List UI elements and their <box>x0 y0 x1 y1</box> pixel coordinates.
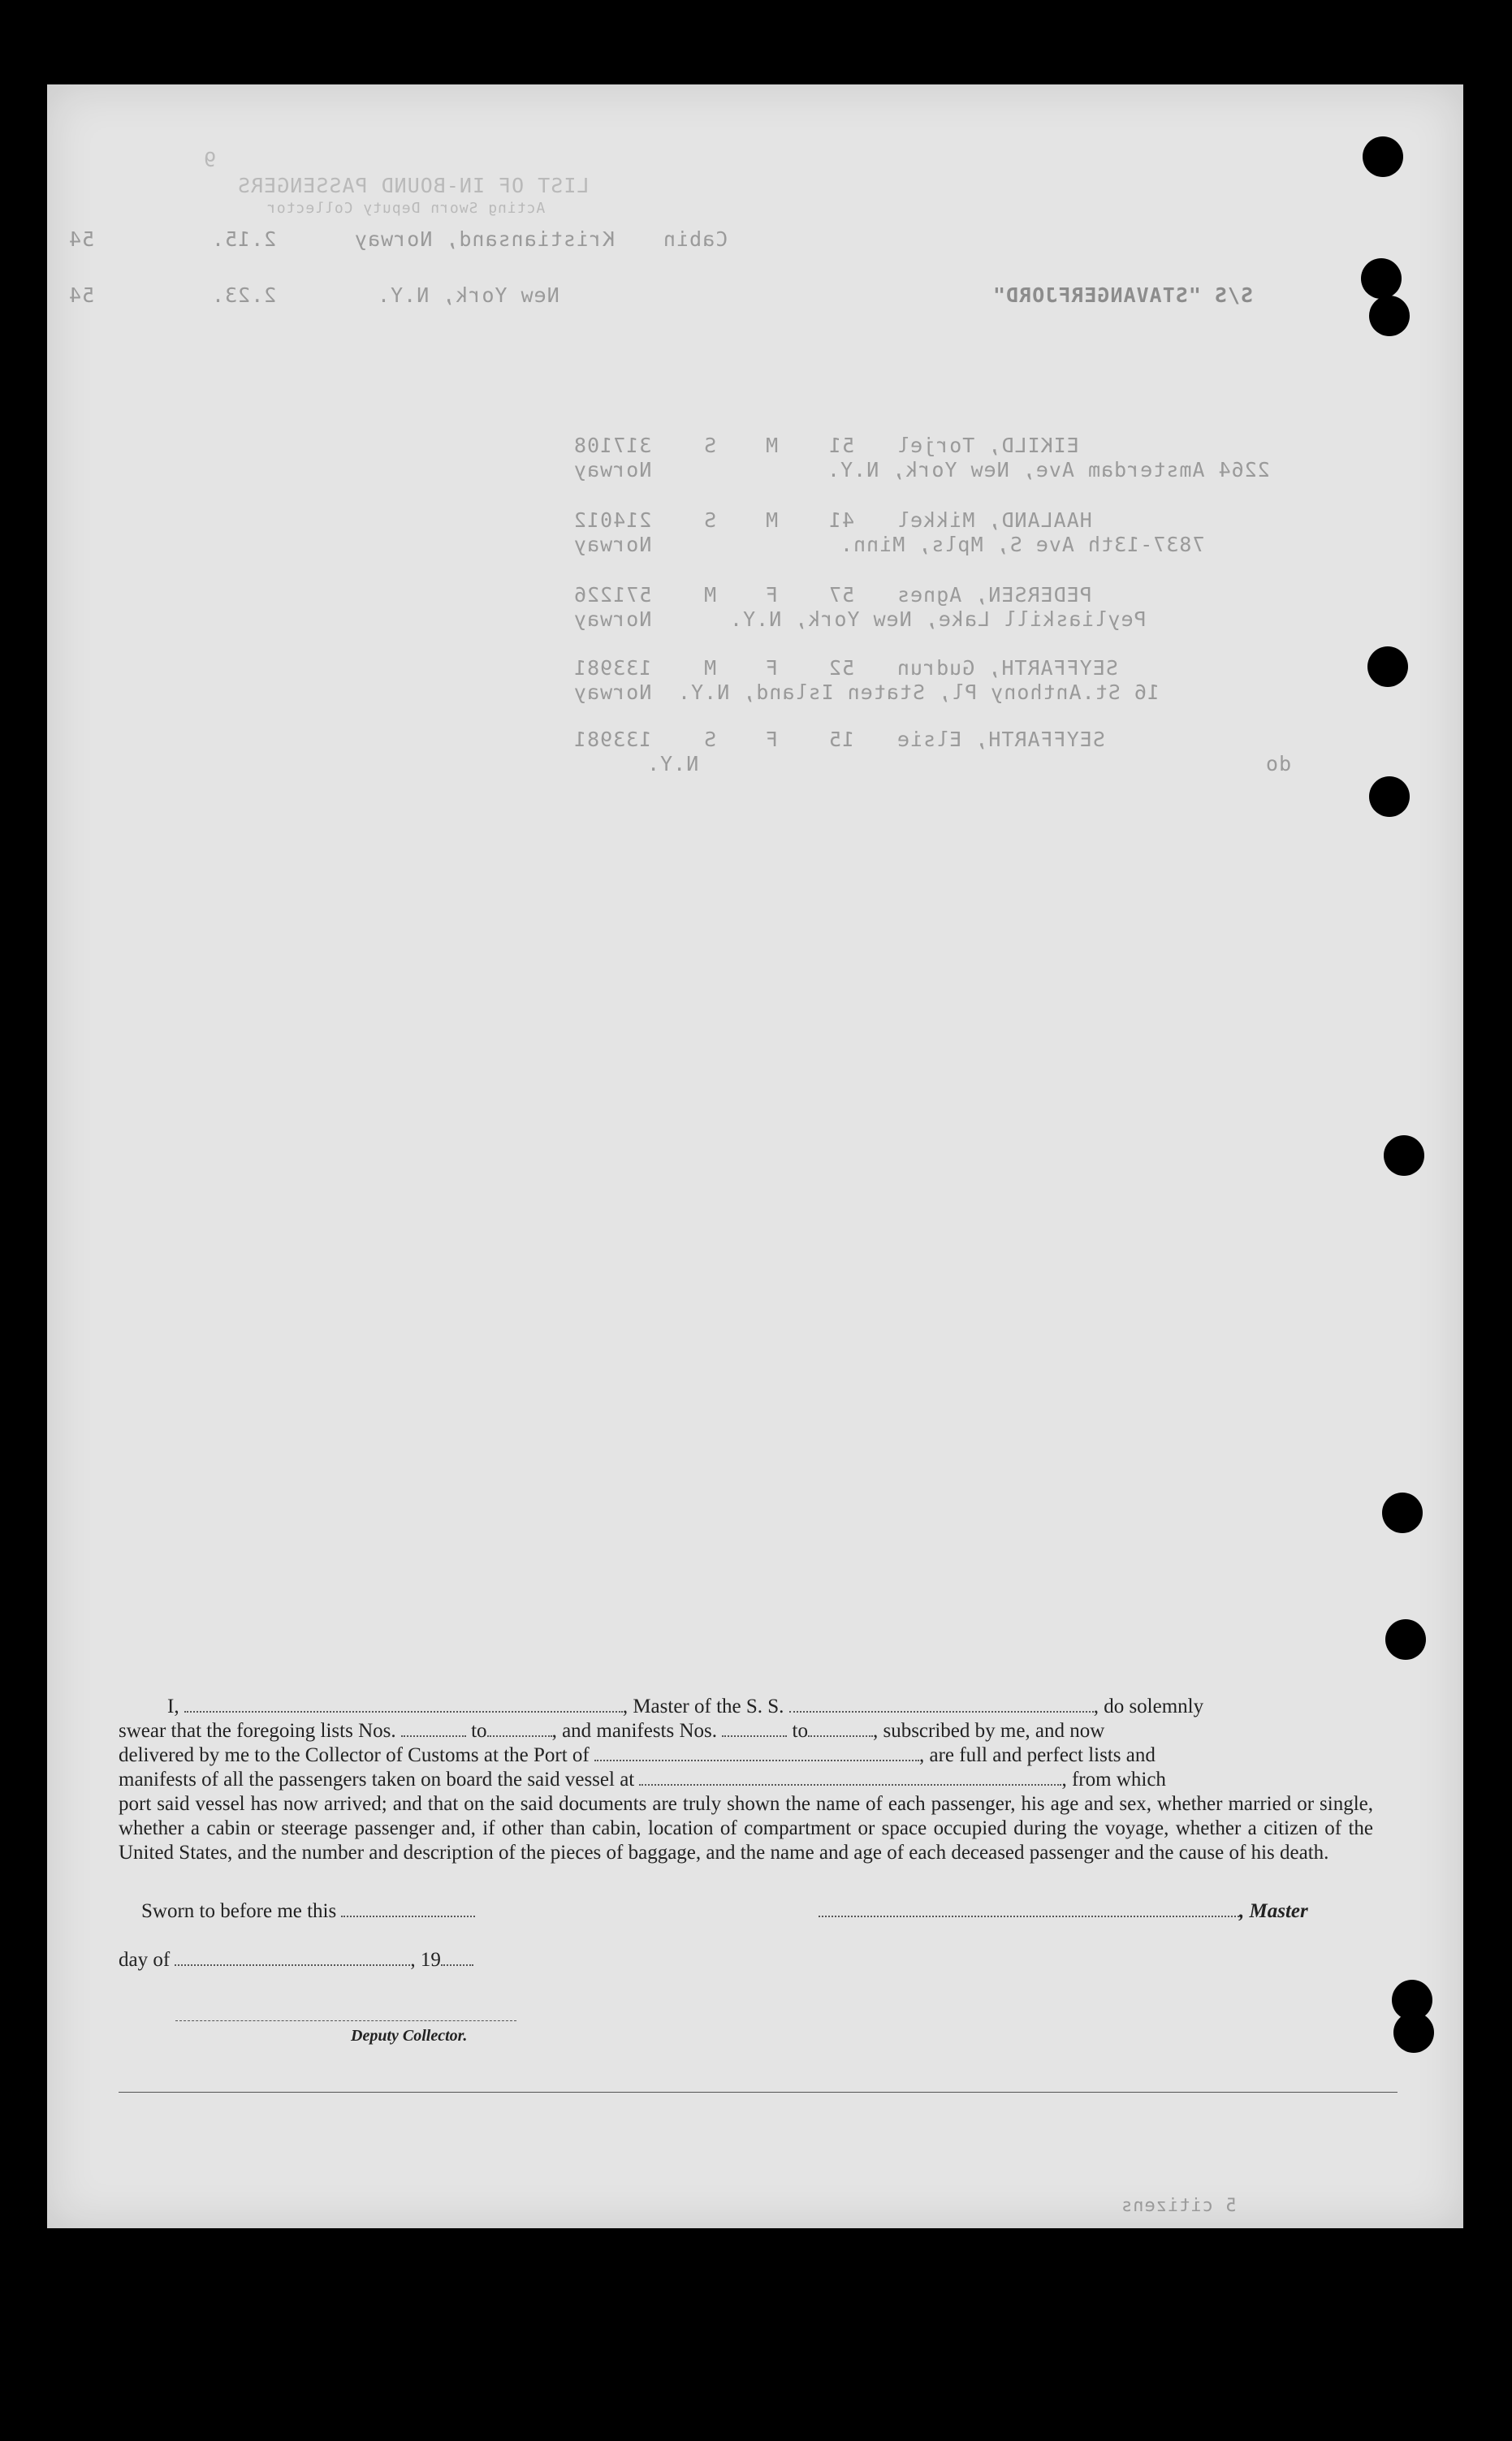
bottom-rule <box>119 2092 1398 2093</box>
year-label: , 19 <box>410 1949 441 1971</box>
master-label: , Master <box>1239 1900 1308 1922</box>
punch-hole <box>1367 646 1408 687</box>
oath-do-solemnly: , do solemnly <box>1093 1696 1204 1717</box>
departure-place: Kristiansand, Norway <box>354 227 616 251</box>
passenger-marital: M <box>703 656 717 680</box>
punch-hole <box>1361 258 1402 299</box>
passenger-age: 52 <box>828 656 855 680</box>
passenger-sex: M <box>765 508 779 532</box>
punch-hole <box>1363 136 1403 177</box>
page-number: 9 <box>203 148 217 171</box>
passenger-sex: M <box>765 434 779 457</box>
oath-delivered: delivered by me to the Collector of Customs at the Port of <box>119 1744 590 1766</box>
passenger-age: 41 <box>828 508 855 532</box>
day-line <box>119 1949 473 1972</box>
arrival-place: New York, N.Y. <box>377 283 559 307</box>
passenger-address: Peyliaskill Lake, New York, N.Y. <box>729 607 1147 631</box>
passenger-sex: F <box>765 728 779 751</box>
class-label: Cabin <box>663 227 728 251</box>
sworn-label: Sworn to before me this <box>141 1900 337 1922</box>
passenger-age: 51 <box>828 434 855 457</box>
oath-subscribed: , subscribed by me, and now <box>872 1720 1105 1742</box>
oath-swear: swear that the foregoing lists Nos. <box>119 1720 396 1742</box>
passenger-name: SEYFFARTH, Elsie <box>896 728 1105 751</box>
oath-paragraph <box>119 1695 1373 1865</box>
deputy-collector-label: Deputy Collector. <box>351 2027 468 2045</box>
stamp-line-2: Acting Sworn Deputy Collector <box>266 200 546 217</box>
arrival-date: 2.23. <box>211 283 277 307</box>
arrival-year: 54 <box>68 283 95 307</box>
passenger-country: N.Y. <box>646 752 699 776</box>
citizens-count: 5 citizens <box>1121 2196 1237 2216</box>
passenger-sex: F <box>765 656 779 680</box>
passenger-number: 133981 <box>573 656 652 680</box>
passenger-sex: F <box>765 583 779 607</box>
oath-i: I, <box>167 1696 179 1717</box>
passenger-marital: M <box>703 583 717 607</box>
oath-body: port said vessel has now arrived; and that on the said documents are truly shown the name of each passenger, his age and sex, whether married or single, whether a cabin or steerage passenger and, if other than cabin, location of compartment or space occupied during the voyage, whether a citizen of the United States, and the number and description of the pieces of baggage, and the name and age of each deceased passenger and the cause of his death. <box>119 1793 1373 1864</box>
passenger-country: Norway <box>573 533 652 556</box>
oath-to-2: to <box>792 1720 808 1742</box>
passenger-country: Norway <box>573 458 652 482</box>
punch-hole <box>1384 1135 1424 1176</box>
manifest-page <box>47 84 1463 2228</box>
passenger-address: 16 St.Anthony Pl, Staten Island, N.Y. <box>677 680 1160 704</box>
departure-date: 2.15. <box>211 227 277 251</box>
passenger-age: 57 <box>828 583 855 607</box>
passenger-marital: S <box>703 508 717 532</box>
passenger-number: 317108 <box>573 434 652 457</box>
oath-master-of: , Master of the S. S. <box>622 1696 784 1717</box>
passenger-number: 133981 <box>573 728 652 751</box>
punch-hole <box>1393 2012 1434 2053</box>
oath-manifests-all: manifests of all the passengers taken on board the said vessel at <box>119 1769 635 1791</box>
oath-from-which: , from which <box>1061 1769 1166 1791</box>
passenger-country: Norway <box>573 607 652 631</box>
punch-hole <box>1369 776 1410 817</box>
sworn-line <box>141 1900 475 1923</box>
passenger-age: 15 <box>828 728 855 751</box>
passenger-address: do <box>1265 752 1292 776</box>
stamp-line-1: LIST OF IN-BOUND PASSENGERS <box>237 174 590 197</box>
punch-hole <box>1369 296 1410 336</box>
oath-to-1: to <box>471 1720 487 1742</box>
oath-full-perfect: , are full and perfect lists and <box>919 1744 1156 1766</box>
departure-year: 54 <box>68 227 95 251</box>
passenger-country: Norway <box>573 680 652 704</box>
passenger-address: 2264 Amsterdam Ave, New York, N.Y. <box>827 458 1270 482</box>
passenger-name: PEDERSEN, Agnes <box>896 583 1092 607</box>
punch-hole <box>1385 1619 1426 1660</box>
day-of-label: day of <box>119 1949 171 1971</box>
passenger-marital: S <box>703 434 717 457</box>
passenger-marital: S <box>703 728 717 751</box>
passenger-number: 214012 <box>573 508 652 532</box>
passenger-name: EIKILD, Torjel <box>896 434 1079 457</box>
vessel-name: S/S "STAVANGERFJORD" <box>992 283 1254 307</box>
passenger-address: 7837-13th Ave S, Mpls, Minn. <box>840 533 1205 556</box>
passenger-number: 571226 <box>573 583 652 607</box>
deputy-signature-line <box>175 2020 516 2021</box>
passenger-name: HAALAND, Mikkel <box>896 508 1092 532</box>
master-line <box>819 1900 1308 1923</box>
punch-hole <box>1382 1493 1423 1533</box>
oath-and-manifests: , and manifests Nos. <box>551 1720 718 1742</box>
passenger-name: SEYFFARTH, Gudrun <box>896 656 1118 680</box>
